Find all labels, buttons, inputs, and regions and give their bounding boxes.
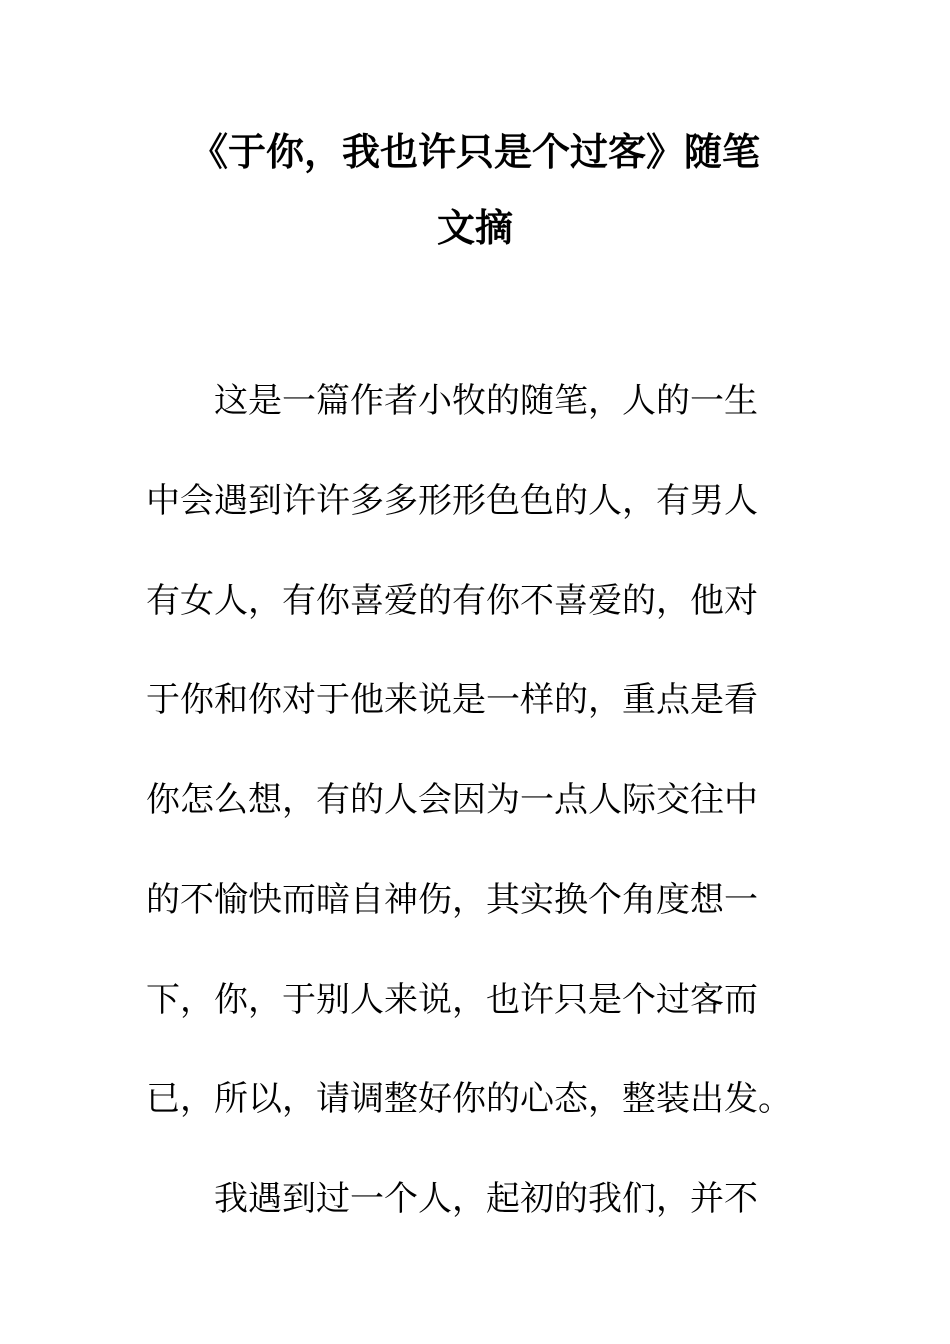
paragraph-1-line-5: 你怎么想，有的人会因为一点人际交往中	[146, 780, 758, 820]
paragraph-1-line-7: 下，你，于别人来说，也许只是个过客而	[146, 980, 758, 1020]
paragraph-1-line-2: 中会遇到许许多多形形色色的人，有男人	[146, 481, 758, 521]
paragraph-2-line-1: 我遇到过一个人，起初的我们，并不	[214, 1179, 758, 1219]
paragraph-1-line-4: 于你和你对于他来说是一样的，重点是看	[146, 680, 758, 720]
document-title-line-2: 文摘	[436, 206, 513, 250]
document-title-line-1: 《于你，我也许只是个过客》随笔	[189, 130, 760, 174]
paragraph-1-line-6: 的不愉快而暗自神伤，其实换个角度想一	[146, 880, 758, 920]
paragraph-1-line-8: 已，所以，请调整好你的心态，整装出发。	[146, 1079, 792, 1119]
paragraph-1-line-1: 这是一篇作者小牧的随笔，人的一生	[214, 381, 758, 421]
paragraph-1-line-3: 有女人，有你喜爱的有你不喜爱的，他对	[146, 581, 758, 621]
